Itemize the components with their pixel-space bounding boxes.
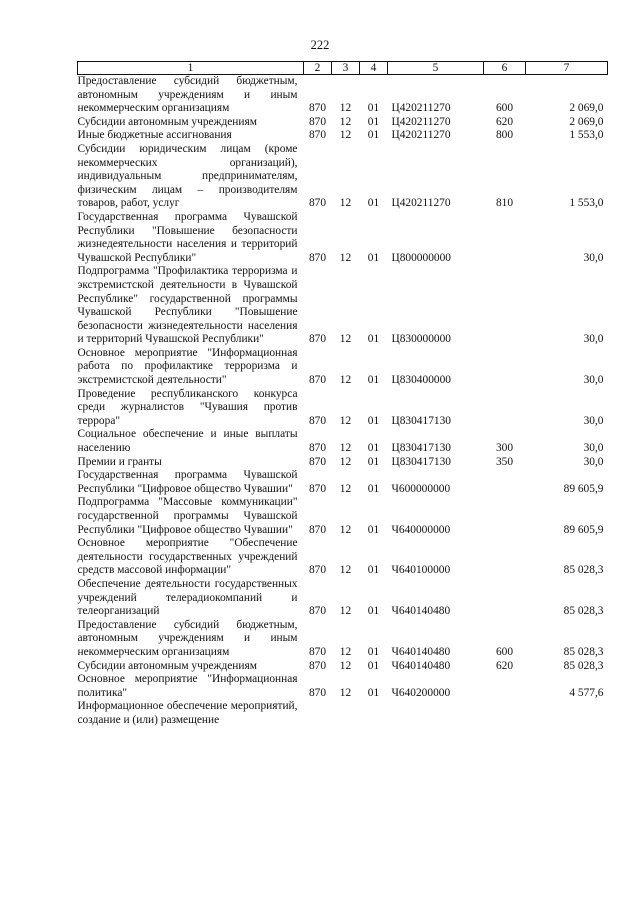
table-row xyxy=(78,265,608,347)
column-header: 3 xyxy=(332,62,360,75)
cell-subsection: 01 xyxy=(367,197,380,210)
cell-section: 12 xyxy=(339,645,352,658)
cell-admin-code: 870 xyxy=(308,686,327,699)
table-row xyxy=(78,129,608,143)
table-row xyxy=(78,116,608,130)
cell-target-article: Ч640140480 xyxy=(391,659,451,672)
table-row xyxy=(78,347,608,388)
cell-subsection: 01 xyxy=(367,414,380,427)
cell-section: 12 xyxy=(339,455,352,468)
column-header: 6 xyxy=(484,62,526,75)
cell-admin-code: 870 xyxy=(308,659,327,672)
cell-amount: 1 553,0 xyxy=(569,129,604,142)
row-description: Социальное обеспечение и иные выплаты населению xyxy=(77,428,298,455)
table-row xyxy=(78,143,608,211)
table-row xyxy=(78,619,608,660)
cell-amount: 89 605,9 xyxy=(563,482,604,495)
cell-subsection: 01 xyxy=(367,374,380,387)
cell-section: 12 xyxy=(339,442,352,455)
cell-subsection: 01 xyxy=(367,455,380,468)
cell-amount: 1 553,0 xyxy=(569,197,604,210)
cell-admin-code: 870 xyxy=(308,102,327,115)
cell-admin-code: 870 xyxy=(308,482,327,495)
cell-expense-type xyxy=(484,578,526,619)
row-description: Обеспечение деятельности государственных учреждений телерадиокомпаний и телеорганизаций xyxy=(77,577,298,618)
cell-subsection: 01 xyxy=(367,115,380,128)
cell-target-article: Ч640140480 xyxy=(391,645,451,658)
cell-admin-code: 870 xyxy=(308,251,327,264)
cell-subsection: 01 xyxy=(367,129,380,142)
cell-target-article: Ц830400000 xyxy=(391,374,451,387)
cell-subsection: 01 xyxy=(367,523,380,536)
cell-section: 12 xyxy=(339,523,352,536)
table-header-row xyxy=(78,62,608,75)
cell-subsection: 01 xyxy=(367,482,380,495)
cell-admin-code: 870 xyxy=(308,564,327,577)
cell-admin-code: 870 xyxy=(308,645,327,658)
cell-amount: 30,0 xyxy=(583,442,604,455)
row-description: Субсидии автономным учреждениям xyxy=(77,115,257,128)
cell-admin-code: 870 xyxy=(308,197,327,210)
cell-amount: 30,0 xyxy=(583,333,604,346)
cell-subsection: 01 xyxy=(367,251,380,264)
column-header: 1 xyxy=(78,62,304,75)
cell-admin-code: 870 xyxy=(308,442,327,455)
cell-target-article: Ц830417130 xyxy=(391,442,451,455)
table-row xyxy=(78,578,608,619)
cell-amount: 85 028,3 xyxy=(563,605,604,618)
cell-admin-code: 870 xyxy=(308,333,327,346)
table-row xyxy=(78,673,608,700)
cell-amount: 30,0 xyxy=(583,414,604,427)
cell-target-article: Ц800000000 xyxy=(391,251,451,264)
cell-expense-type: 800 xyxy=(495,129,514,142)
row-description: Государственная программа Чувашской Республики "Цифровое общество Чувашии" xyxy=(77,469,298,495)
row-description: Информационное обеспечение мероприятий, создание и (или) размещение xyxy=(77,700,298,726)
row-description: Основное мероприятие "Обеспечение деятельности государственных учреждений средств массовой информации" xyxy=(77,537,298,577)
table-row xyxy=(78,75,608,116)
row-description: Субсидии автономным учреждениям xyxy=(77,659,257,672)
row-description: Подпрограмма "Массовые коммуникации" государственной программы Чувашской Республики "Цифровое общество Чувашии" xyxy=(77,496,298,536)
cell-amount: 85 028,3 xyxy=(563,564,604,577)
row-description: Иные бюджетные ассигнования xyxy=(77,129,232,142)
cell-admin-code: 870 xyxy=(308,414,327,427)
cell-admin-code: 870 xyxy=(308,374,327,387)
budget-table xyxy=(77,61,608,728)
cell-admin-code: 870 xyxy=(308,129,327,142)
cell-subsection: 01 xyxy=(367,102,380,115)
table-row xyxy=(78,496,608,537)
cell-amount: 30,0 xyxy=(583,374,604,387)
cell-subsection xyxy=(360,700,388,727)
cell-section xyxy=(332,700,360,727)
cell-expense-type: 600 xyxy=(495,102,514,115)
row-description: Субсидии юридическим лицам (кроме некоммерческих организаций), индивидуальным предпринимателям, физическим лицам – производителям товаров, работ, услуг xyxy=(77,142,298,210)
cell-target-article: Ц420211270 xyxy=(391,129,451,142)
cell-section: 12 xyxy=(339,374,352,387)
cell-subsection: 01 xyxy=(367,659,380,672)
cell-expense-type: 620 xyxy=(495,115,514,128)
table-row xyxy=(78,456,608,470)
cell-target-article: Ц420211270 xyxy=(391,197,451,210)
row-description: Основное мероприятие "Информационная политика" xyxy=(77,673,298,699)
table-row xyxy=(78,428,608,455)
cell-section: 12 xyxy=(339,333,352,346)
cell-admin-code: 870 xyxy=(308,605,327,618)
cell-section: 12 xyxy=(339,115,352,128)
cell-admin-code: 870 xyxy=(308,455,327,468)
cell-admin-code xyxy=(304,700,332,727)
page-number: 222 xyxy=(310,38,330,52)
cell-target-article: Ц420211270 xyxy=(391,115,451,128)
cell-amount: 2 069,0 xyxy=(569,102,604,115)
cell-expense-type: 810 xyxy=(495,197,514,210)
cell-amount: 85 028,3 xyxy=(563,659,604,672)
cell-target-article: Ц830000000 xyxy=(391,333,451,346)
cell-target-article: Ц830417130 xyxy=(391,414,451,427)
cell-expense-type xyxy=(484,347,526,388)
cell-expense-type xyxy=(484,673,526,700)
cell-expense-type xyxy=(484,388,526,429)
cell-section: 12 xyxy=(339,564,352,577)
cell-section: 12 xyxy=(339,605,352,618)
row-description: Предоставление субсидий бюджетным, автономным учреждениям и иным некоммерческим организациям xyxy=(77,618,298,658)
table-row xyxy=(78,700,608,727)
cell-subsection: 01 xyxy=(367,442,380,455)
cell-expense-type: 350 xyxy=(495,455,514,468)
column-header: 2 xyxy=(304,62,332,75)
cell-target-article: Ч640000000 xyxy=(391,523,451,536)
cell-subsection: 01 xyxy=(367,333,380,346)
cell-target-article: Ц830417130 xyxy=(391,455,451,468)
cell-target-article: Ч600000000 xyxy=(391,482,451,495)
table-row xyxy=(78,660,608,674)
row-description: Основное мероприятие "Информационная работа по профилактике терроризма и экстремистской деятельности" xyxy=(77,346,298,387)
row-description: Проведение республиканского конкурса среди журналистов "Чувашия против террора" xyxy=(77,387,298,427)
cell-expense-type: 620 xyxy=(495,659,514,672)
column-header: 4 xyxy=(360,62,388,75)
cell-subsection: 01 xyxy=(367,564,380,577)
row-description: Государственная программа Чувашской Республики "Повышение безопасности жизнедеятельности населения и территорий Чувашской Республики" xyxy=(77,210,298,264)
row-description: Подпрограмма "Профилактика терроризма и экстремистской деятельности в Чувашской Республике" государственной программы Чувашской Республики "Повышение безопасности жизнедеятельности населения и территорий Чувашской Республики" xyxy=(77,265,298,346)
cell-amount: 4 577,6 xyxy=(569,686,604,699)
cell-section: 12 xyxy=(339,482,352,495)
column-header: 7 xyxy=(526,62,608,75)
cell-admin-code: 870 xyxy=(308,523,327,536)
cell-expense-type xyxy=(484,211,526,265)
cell-expense-type xyxy=(484,700,526,727)
row-description: Премии и гранты xyxy=(77,455,162,468)
cell-section: 12 xyxy=(339,197,352,210)
cell-section: 12 xyxy=(339,686,352,699)
cell-subsection: 01 xyxy=(367,645,380,658)
cell-expense-type: 600 xyxy=(495,645,514,658)
cell-expense-type: 300 xyxy=(495,442,514,455)
cell-admin-code: 870 xyxy=(308,115,327,128)
column-header: 5 xyxy=(388,62,484,75)
cell-expense-type xyxy=(484,265,526,347)
cell-amount: 2 069,0 xyxy=(569,115,604,128)
row-description: Предоставление субсидий бюджетным, автономным учреждениям и иным некоммерческим организациям xyxy=(77,75,298,115)
cell-section: 12 xyxy=(339,102,352,115)
cell-expense-type xyxy=(484,469,526,496)
cell-target-article: Ч640140480 xyxy=(391,605,451,618)
table-row xyxy=(78,211,608,265)
cell-expense-type xyxy=(484,537,526,578)
table-row xyxy=(78,388,608,429)
cell-amount: 30,0 xyxy=(583,455,604,468)
cell-amount: 85 028,3 xyxy=(563,645,604,658)
cell-expense-type xyxy=(484,496,526,537)
cell-amount xyxy=(526,700,608,727)
cell-subsection: 01 xyxy=(367,605,380,618)
cell-subsection: 01 xyxy=(367,686,380,699)
cell-target-article xyxy=(388,700,484,727)
table-row xyxy=(78,537,608,578)
cell-target-article: Ч640200000 xyxy=(391,686,451,699)
cell-section: 12 xyxy=(339,659,352,672)
cell-section: 12 xyxy=(339,414,352,427)
cell-amount: 89 605,9 xyxy=(563,523,604,536)
cell-section: 12 xyxy=(339,251,352,264)
cell-target-article: Ч640100000 xyxy=(391,564,451,577)
cell-target-article: Ц420211270 xyxy=(391,102,451,115)
cell-section: 12 xyxy=(339,129,352,142)
table-row xyxy=(78,469,608,496)
cell-amount: 30,0 xyxy=(583,251,604,264)
